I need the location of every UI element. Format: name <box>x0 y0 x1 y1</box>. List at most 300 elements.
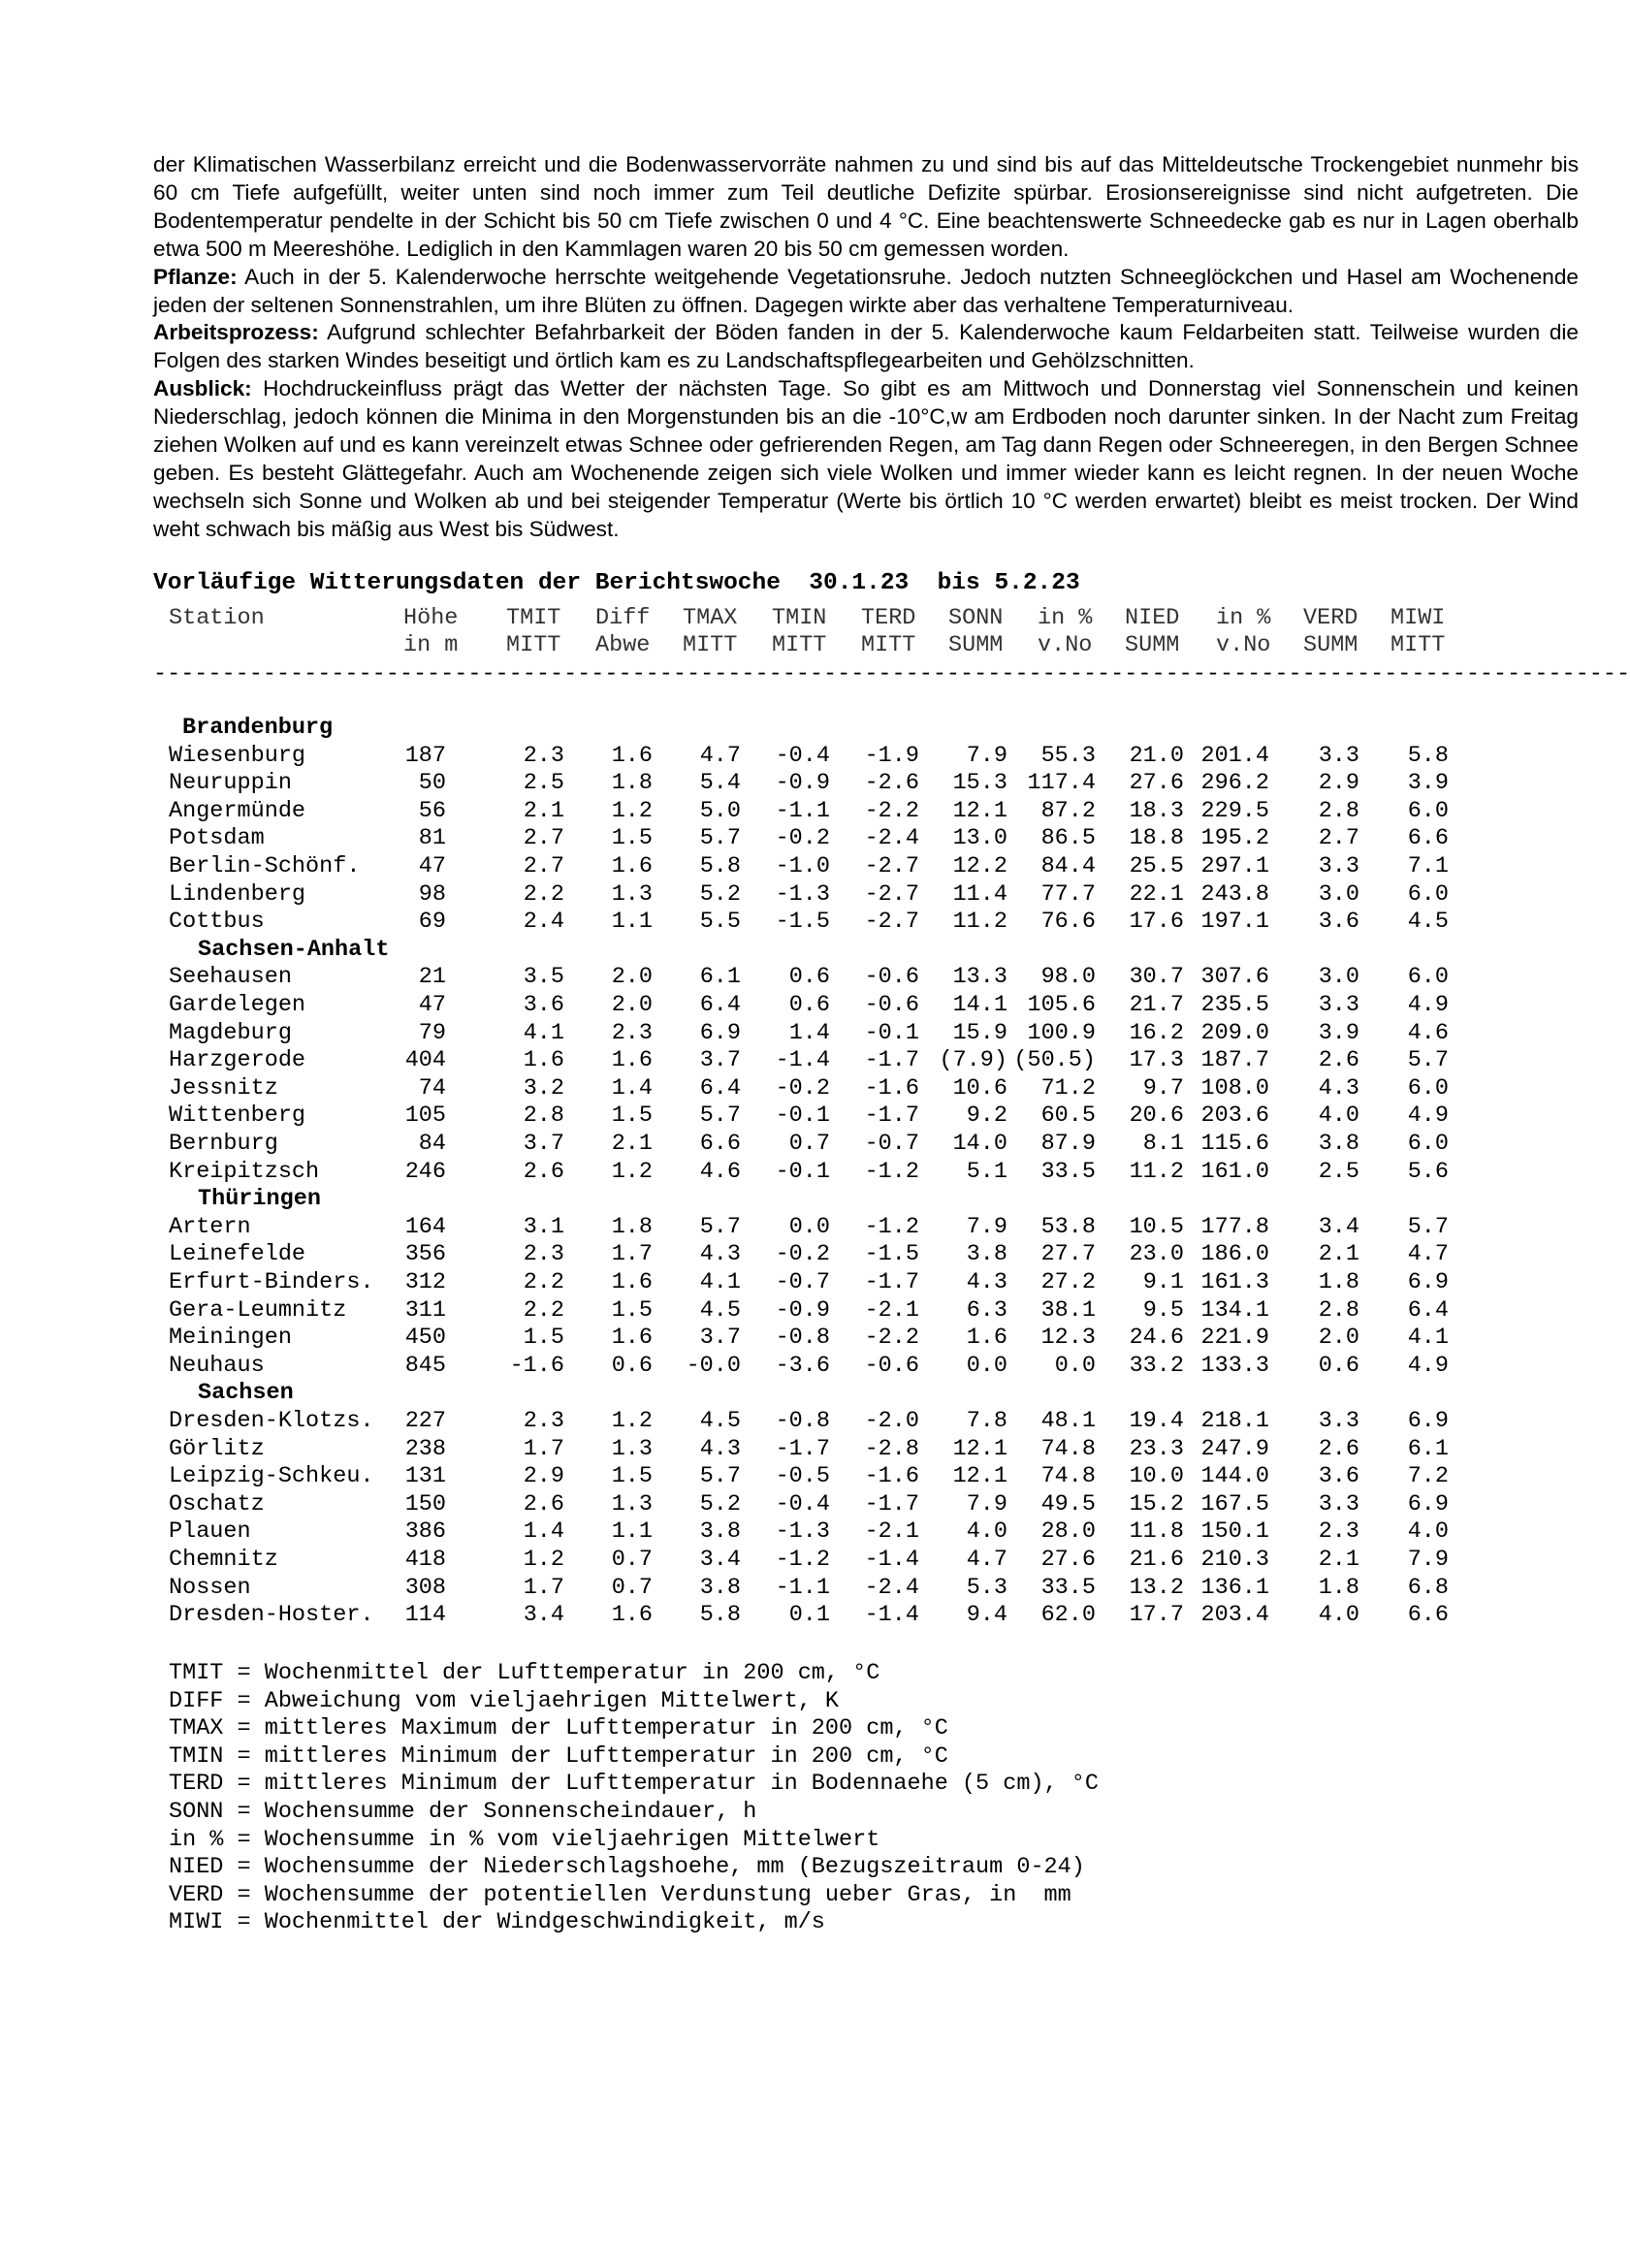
table-cell: 195.2 <box>1200 825 1269 851</box>
table-cell: -0.7 <box>775 1269 830 1295</box>
table-cell: 131 <box>404 1463 446 1489</box>
table-cell: -3.6 <box>775 1353 830 1379</box>
table-cell: 2.7 <box>523 825 564 851</box>
table-cell: 28.0 <box>1040 1518 1096 1545</box>
table-cell: 14.1 <box>952 992 1007 1018</box>
table-cell: 3.5 <box>523 964 564 990</box>
legend <box>169 1660 1099 1937</box>
table-cell: 3.6 <box>523 992 564 1018</box>
station-name: Angermünde <box>169 798 306 824</box>
table-cell: 2.3 <box>611 1020 653 1046</box>
table-cell: 4.0 <box>1318 1602 1359 1628</box>
table-cell: 2.8 <box>1318 798 1359 824</box>
column-subheader: SUMM <box>1125 632 1180 658</box>
table-cell: 2.7 <box>1318 825 1359 851</box>
table-cell: 1.4 <box>523 1518 564 1545</box>
table-cell: (7.9) <box>939 1047 1007 1073</box>
table-cell: -1.4 <box>864 1602 919 1628</box>
station-name: Artern <box>169 1214 251 1240</box>
table-cell: 5.7 <box>1407 1047 1449 1073</box>
table-cell: 4.1 <box>1407 1325 1449 1351</box>
table-cell: 5.7 <box>699 1463 741 1489</box>
table-cell: -0.4 <box>775 1491 830 1517</box>
table-cell: 0.1 <box>788 1602 830 1628</box>
table-cell: 12.1 <box>952 1463 1007 1489</box>
table-cell: 84.4 <box>1040 853 1096 879</box>
table-cell: -2.2 <box>864 1325 919 1351</box>
table-cell: 4.9 <box>1407 992 1449 1018</box>
table-cell: 21 <box>418 964 446 990</box>
station-name: Jessnitz <box>169 1075 278 1102</box>
table-cell: 48.1 <box>1040 1408 1096 1434</box>
table-cell: 7.9 <box>966 1491 1007 1517</box>
column-subheader: SUMM <box>1303 632 1358 658</box>
plant-text: Auch in der 5. Kalenderwoche herrschte weitgehende Vegetationsruhe. Jedoch nutzten Schneeglöckchen und Hasel am Wochenende jeden der seltenen Sonnenstrahlen, um ihre Blüten zu öffnen. Dagegen wirkte aber das verhaltene Temperaturniveau. <box>153 264 1579 317</box>
table-cell: 177.8 <box>1200 1214 1269 1240</box>
region-heading: Sachsen-Anhalt <box>198 937 390 963</box>
table-cell: 115.6 <box>1200 1131 1269 1157</box>
table-cell: -1.1 <box>775 798 830 824</box>
table-cell: 6.0 <box>1407 1075 1449 1102</box>
table-cell: 1.8 <box>611 1214 653 1240</box>
table-cell: 20.6 <box>1129 1102 1184 1129</box>
table-cell: 2.5 <box>1318 1159 1359 1185</box>
table-cell: -1.6 <box>864 1075 919 1102</box>
table-cell: 2.9 <box>1318 770 1359 796</box>
table-cell: 1.7 <box>523 1436 564 1462</box>
table-cell: 2.1 <box>1318 1547 1359 1573</box>
table-cell: -1.6 <box>509 1353 564 1379</box>
table-cell: 25.5 <box>1129 853 1184 879</box>
table-cell: -1.6 <box>864 1463 919 1489</box>
table-cell: -2.6 <box>864 770 919 796</box>
table-cell: 1.6 <box>611 1325 653 1351</box>
column-header: in % <box>1038 605 1093 631</box>
table-cell: 404 <box>404 1047 446 1073</box>
table-cell: 13.2 <box>1129 1575 1184 1601</box>
table-cell: -1.7 <box>864 1102 919 1129</box>
column-subheader: v.No <box>1038 632 1093 658</box>
table-cell: 84 <box>418 1131 446 1157</box>
table-cell: 7.1 <box>1407 853 1449 879</box>
table-cell: 0.7 <box>788 1131 830 1157</box>
table-cell: 9.4 <box>966 1602 1007 1628</box>
table-cell: 53.8 <box>1040 1214 1096 1240</box>
table-cell: 27.6 <box>1129 770 1184 796</box>
table-cell: 55.3 <box>1040 743 1096 769</box>
table-cell: 4.1 <box>699 1269 741 1295</box>
table-cell: 3.6 <box>1318 909 1359 935</box>
table-cell: 6.6 <box>699 1131 741 1157</box>
column-header: Diff <box>595 605 651 631</box>
column-header: NIED <box>1125 605 1180 631</box>
table-cell: 227 <box>404 1408 446 1434</box>
station-name: Erfurt-Binders. <box>169 1269 374 1295</box>
table-cell: 1.5 <box>611 1463 653 1489</box>
table-cell: 4.0 <box>1318 1102 1359 1129</box>
table-cell: 3.8 <box>1318 1131 1359 1157</box>
table-cell: -1.7 <box>864 1491 919 1517</box>
table-cell: -2.1 <box>864 1297 919 1324</box>
table-cell: 356 <box>404 1241 446 1267</box>
table-cell: 1.4 <box>611 1075 653 1102</box>
station-name: Kreipitzsch <box>169 1159 320 1185</box>
table-cell: 167.5 <box>1200 1491 1269 1517</box>
table-cell: 4.3 <box>699 1241 741 1267</box>
table-cell: -1.3 <box>775 881 830 908</box>
table-cell: 74 <box>418 1075 446 1102</box>
table-cell: 203.6 <box>1200 1102 1269 1129</box>
outlook-label: Ausblick: <box>153 376 252 401</box>
table-cell: 21.7 <box>1129 992 1184 1018</box>
table-cell: 2.1 <box>523 798 564 824</box>
table-cell: -0.6 <box>864 1353 919 1379</box>
table-cell: 0.0 <box>966 1353 1007 1379</box>
table-cell: 81 <box>418 825 446 851</box>
table-title: Vorläufige Witterungsdaten der Berichtswoche 30.1.23 bis 5.2.23 <box>153 570 1080 596</box>
table-cell: 3.8 <box>966 1241 1007 1267</box>
table-cell: -0.1 <box>864 1020 919 1046</box>
table-cell: 69 <box>418 909 446 935</box>
table-cell: -1.2 <box>864 1159 919 1185</box>
legend-line: VERD = Wochensumme der potentiellen Verdunstung ueber Gras, in mm <box>169 1881 1071 1908</box>
table-divider: ------------------------------------------------------------------------------------------------------------ <box>153 661 1630 687</box>
column-subheader: MITT <box>506 632 561 658</box>
table-cell: 16.2 <box>1129 1020 1184 1046</box>
table-cell: 4.9 <box>1407 1102 1449 1129</box>
table-cell: 4.5 <box>699 1297 741 1324</box>
column-header: TMIN <box>772 605 827 631</box>
table-cell: -1.5 <box>775 909 830 935</box>
table-cell: -0.4 <box>775 743 830 769</box>
table-cell: 3.3 <box>1318 1491 1359 1517</box>
table-cell: (50.5) <box>1013 1047 1096 1073</box>
table-cell: 86.5 <box>1040 825 1096 851</box>
table-cell: 27.2 <box>1040 1269 1096 1295</box>
table-cell: 1.6 <box>611 743 653 769</box>
table-cell: -0.2 <box>775 1241 830 1267</box>
table-cell: 11.2 <box>952 909 1007 935</box>
table-cell: 1.2 <box>611 1159 653 1185</box>
table-cell: 164 <box>404 1214 446 1240</box>
table-cell: 11.2 <box>1129 1159 1184 1185</box>
table-cell: 98.0 <box>1040 964 1096 990</box>
table-cell: 9.1 <box>1142 1269 1184 1295</box>
table-cell: 7.9 <box>966 743 1007 769</box>
table-cell: 1.6 <box>966 1325 1007 1351</box>
table-cell: 21.0 <box>1129 743 1184 769</box>
table-cell: -0.6 <box>864 992 919 1018</box>
table-cell: 5.2 <box>699 881 741 908</box>
table-cell: 133.3 <box>1200 1353 1269 1379</box>
table-cell: 5.4 <box>699 770 741 796</box>
legend-line: TMAX = mittleres Maximum der Lufttemperatur in 200 cm, °C <box>169 1715 948 1742</box>
table-cell: -0.1 <box>775 1102 830 1129</box>
table-cell: 308 <box>404 1575 446 1601</box>
table-cell: 4.0 <box>1407 1518 1449 1545</box>
table-cell: 105 <box>404 1102 446 1129</box>
table-cell: 0.6 <box>1318 1353 1359 1379</box>
table-cell: -1.2 <box>775 1547 830 1573</box>
station-name: Meiningen <box>169 1325 292 1351</box>
table-cell: 12.2 <box>952 853 1007 879</box>
station-name: Neuruppin <box>169 770 292 796</box>
station-name: Cottbus <box>169 909 265 935</box>
table-cell: 209.0 <box>1200 1020 1269 1046</box>
table-cell: 311 <box>404 1297 446 1324</box>
table-cell: 114 <box>404 1602 446 1628</box>
table-cell: 312 <box>404 1269 446 1295</box>
table-cell: 186.0 <box>1200 1241 1269 1267</box>
table-cell: 6.6 <box>1407 825 1449 851</box>
table-cell: 24.6 <box>1129 1325 1184 1351</box>
table-cell: 2.0 <box>611 992 653 1018</box>
table-cell: 2.6 <box>1318 1047 1359 1073</box>
table-cell: 6.9 <box>1407 1408 1449 1434</box>
table-cell: 243.8 <box>1200 881 1269 908</box>
table-cell: 210.3 <box>1200 1547 1269 1573</box>
table-cell: 150.1 <box>1200 1518 1269 1545</box>
table-cell: -1.4 <box>864 1547 919 1573</box>
table-cell: -0.9 <box>775 770 830 796</box>
station-name: Gardelegen <box>169 992 306 1018</box>
table-cell: -1.4 <box>775 1047 830 1073</box>
table-cell: 203.4 <box>1200 1602 1269 1628</box>
table-cell: 12.1 <box>952 798 1007 824</box>
table-cell: 5.8 <box>1407 743 1449 769</box>
table-cell: 74.8 <box>1040 1436 1096 1462</box>
table-cell: 1.8 <box>1318 1269 1359 1295</box>
column-header: SONN <box>948 605 1004 631</box>
column-subheader: MITT <box>861 632 916 658</box>
table-cell: -2.2 <box>864 798 919 824</box>
table-cell: 6.4 <box>1407 1297 1449 1324</box>
column-header: Höhe <box>403 605 459 631</box>
table-cell: -2.4 <box>864 1575 919 1601</box>
station-name: Dresden-Hoster. <box>169 1602 374 1628</box>
table-cell: 62.0 <box>1040 1602 1096 1628</box>
table-cell: 5.5 <box>699 909 741 935</box>
table-cell: 15.9 <box>952 1020 1007 1046</box>
table-cell: 1.5 <box>611 1297 653 1324</box>
table-cell: 296.2 <box>1200 770 1269 796</box>
table-cell: 2.3 <box>523 1408 564 1434</box>
table-cell: 5.7 <box>699 825 741 851</box>
table-cell: -1.2 <box>864 1214 919 1240</box>
table-cell: 2.4 <box>523 909 564 935</box>
table-cell: 1.5 <box>611 825 653 851</box>
table-cell: 3.4 <box>1318 1214 1359 1240</box>
table-cell: -2.7 <box>864 881 919 908</box>
table-cell: 23.0 <box>1129 1241 1184 1267</box>
station-name: Oschatz <box>169 1491 265 1517</box>
table-cell: 9.7 <box>1142 1075 1184 1102</box>
table-cell: 3.4 <box>523 1602 564 1628</box>
table-cell: 74.8 <box>1040 1463 1096 1489</box>
table-cell: 3.1 <box>523 1214 564 1240</box>
column-subheader: MITT <box>1390 632 1446 658</box>
table-cell: 3.7 <box>699 1325 741 1351</box>
table-cell: 6.6 <box>1407 1602 1449 1628</box>
table-cell: 5.7 <box>699 1214 741 1240</box>
table-cell: 3.9 <box>1318 1020 1359 1046</box>
table-cell: 47 <box>418 992 446 1018</box>
station-name: Plauen <box>169 1518 251 1545</box>
table-cell: -0.6 <box>864 964 919 990</box>
table-cell: 1.7 <box>611 1241 653 1267</box>
table-cell: -0.8 <box>775 1408 830 1434</box>
table-cell: 7.2 <box>1407 1463 1449 1489</box>
table-cell: 201.4 <box>1200 743 1269 769</box>
table-cell: 5.0 <box>699 798 741 824</box>
table-cell: 6.4 <box>699 992 741 1018</box>
table-cell: 6.9 <box>1407 1491 1449 1517</box>
table-cell: 100.9 <box>1027 1020 1096 1046</box>
table-cell: 246 <box>404 1159 446 1185</box>
table-cell: -0.5 <box>775 1463 830 1489</box>
table-cell: 4.9 <box>1407 1353 1449 1379</box>
table-cell: -2.1 <box>864 1518 919 1545</box>
table-cell: 4.1 <box>523 1020 564 1046</box>
table-cell: 3.2 <box>523 1075 564 1102</box>
column-header: Station <box>169 605 265 631</box>
table-cell: 1.4 <box>788 1020 830 1046</box>
table-cell: 197.1 <box>1200 909 1269 935</box>
table-cell: 307.6 <box>1200 964 1269 990</box>
table-cell: -2.7 <box>864 909 919 935</box>
table-cell: 17.7 <box>1129 1602 1184 1628</box>
table-cell: 3.8 <box>699 1518 741 1545</box>
table-cell: 12.3 <box>1040 1325 1096 1351</box>
table-cell: 2.7 <box>523 853 564 879</box>
table-cell: 33.5 <box>1040 1159 1096 1185</box>
table-cell: 1.7 <box>523 1575 564 1601</box>
table-cell: 3.0 <box>1318 881 1359 908</box>
table-cell: 17.6 <box>1129 909 1184 935</box>
table-cell: 98 <box>418 881 446 908</box>
table-cell: 5.1 <box>966 1159 1007 1185</box>
table-cell: -1.3 <box>775 1518 830 1545</box>
table-cell: 161.0 <box>1200 1159 1269 1185</box>
column-subheader: MITT <box>772 632 827 658</box>
region-heading: Sachsen <box>198 1380 294 1406</box>
column-header: VERD <box>1303 605 1358 631</box>
table-cell: 4.6 <box>1407 1020 1449 1046</box>
table-cell: 0.7 <box>611 1575 653 1601</box>
table-cell: 235.5 <box>1200 992 1269 1018</box>
station-name: Lindenberg <box>169 881 306 908</box>
column-subheader: in m <box>403 632 459 658</box>
column-subheader: MITT <box>683 632 738 658</box>
table-cell: 1.2 <box>611 1408 653 1434</box>
table-cell: 0.6 <box>788 992 830 1018</box>
legend-line: DIFF = Abweichung vom vieljaehrigen Mittelwert, K <box>169 1687 840 1714</box>
table-cell: 6.1 <box>699 964 741 990</box>
table-cell: 247.9 <box>1200 1436 1269 1462</box>
table-cell: 21.6 <box>1129 1547 1184 1573</box>
table-cell: 13.0 <box>952 825 1007 851</box>
table-cell: 221.9 <box>1200 1325 1269 1351</box>
table-cell: 3.4 <box>699 1547 741 1573</box>
table-cell: 1.2 <box>611 798 653 824</box>
table-cell: 7.9 <box>966 1214 1007 1240</box>
work-text: Aufgrund schlechter Befahrbarkeit der Böden fanden in der 5. Kalenderwoche kaum Feldarbeiten statt. Teilweise wurden die Folgen des starken Windes beseitigt und örtlich kam es zu Landschaftspflegearbeiten und Gehölzschnitten. <box>153 320 1579 373</box>
station-name: Leinefelde <box>169 1241 306 1267</box>
table-cell: 6.1 <box>1407 1436 1449 1462</box>
paragraph-soil-text: der Klimatischen Wasserbilanz erreicht und die Bodenwasservorräte nahmen zu und sind bis auf das Mitteldeutsche Trockengebiet nunmehr bis 60 cm Tiefe aufgefüllt, weiter unten sind noch immer zum Teil deutliche Defizite spürbar. Erosionsereignisse sind nicht aufgetreten. Die Bodentemperatur pendelte in der Schicht bis 50 cm Tiefe zwischen 0 und 4 °C. Eine beachtenswerte Schneedecke gab es nur in Lagen oberhalb etwa 500 m Meereshöhe. Lediglich in den Kammlagen waren 20 bis 50 cm gemessen worden. <box>153 152 1579 261</box>
table-cell: 6.0 <box>1407 1131 1449 1157</box>
station-name: Bernburg <box>169 1131 278 1157</box>
table-cell: 10.0 <box>1129 1463 1184 1489</box>
column-subheader: Abwe <box>595 632 651 658</box>
station-name: Seehausen <box>169 964 292 990</box>
table-cell: 6.0 <box>1407 798 1449 824</box>
table-cell: 1.1 <box>611 1518 653 1545</box>
table-cell: -1.7 <box>775 1436 830 1462</box>
table-cell: -0.1 <box>775 1159 830 1185</box>
station-name: Chemnitz <box>169 1547 278 1573</box>
table-cell: 3.0 <box>1318 964 1359 990</box>
table-cell: 18.8 <box>1129 825 1184 851</box>
table-cell: 4.5 <box>699 1408 741 1434</box>
table-cell: 1.3 <box>611 1491 653 1517</box>
table-cell: 9.2 <box>966 1102 1007 1129</box>
table-cell: 1.6 <box>611 1602 653 1628</box>
table-cell: 3.9 <box>1407 770 1449 796</box>
table-cell: 5.2 <box>699 1491 741 1517</box>
table-cell: 5.8 <box>699 853 741 879</box>
table-cell: 117.4 <box>1027 770 1096 796</box>
table-cell: -2.4 <box>864 825 919 851</box>
table-cell: 3.3 <box>1318 743 1359 769</box>
legend-line: TERD = mittleres Minimum der Lufttemperatur in Bodennaehe (5 cm), °C <box>169 1771 1099 1798</box>
table-cell: 6.0 <box>1407 964 1449 990</box>
table-cell: 3.8 <box>699 1575 741 1601</box>
table-cell: -2.8 <box>864 1436 919 1462</box>
station-name: Harzgerode <box>169 1047 306 1073</box>
table-cell: -0.0 <box>686 1353 741 1379</box>
table-cell: 17.3 <box>1129 1047 1184 1073</box>
station-name: Wiesenburg <box>169 743 306 769</box>
table-cell: -0.2 <box>775 1075 830 1102</box>
legend-line: MIWI = Wochenmittel der Windgeschwindigkeit, m/s <box>169 1909 825 1936</box>
table-cell: 218.1 <box>1200 1408 1269 1434</box>
table-cell: 229.5 <box>1200 798 1269 824</box>
legend-line: TMIN = mittleres Minimum der Lufttemperatur in 200 cm, °C <box>169 1742 948 1770</box>
table-cell: 5.6 <box>1407 1159 1449 1185</box>
table-cell: 108.0 <box>1200 1075 1269 1102</box>
table-cell: 15.2 <box>1129 1491 1184 1517</box>
table-cell: 2.0 <box>611 964 653 990</box>
table-cell: 33.5 <box>1040 1575 1096 1601</box>
table-cell: 13.3 <box>952 964 1007 990</box>
column-subheader: SUMM <box>948 632 1004 658</box>
station-name: Magdeburg <box>169 1020 292 1046</box>
column-header: TERD <box>861 605 916 631</box>
table-cell: 6.3 <box>966 1297 1007 1324</box>
table-cell: 2.1 <box>1318 1241 1359 1267</box>
table-cell: 7.9 <box>1407 1547 1449 1573</box>
table-cell: 2.3 <box>1318 1518 1359 1545</box>
station-name: Potsdam <box>169 825 265 851</box>
table-cell: 56 <box>418 798 446 824</box>
table-cell: 0.0 <box>1054 1353 1096 1379</box>
table-cell: 136.1 <box>1200 1575 1269 1601</box>
table-cell: 5.7 <box>1407 1214 1449 1240</box>
table-cell: -2.0 <box>864 1408 919 1434</box>
table-cell: 18.3 <box>1129 798 1184 824</box>
table-cell: 8.1 <box>1142 1131 1184 1157</box>
